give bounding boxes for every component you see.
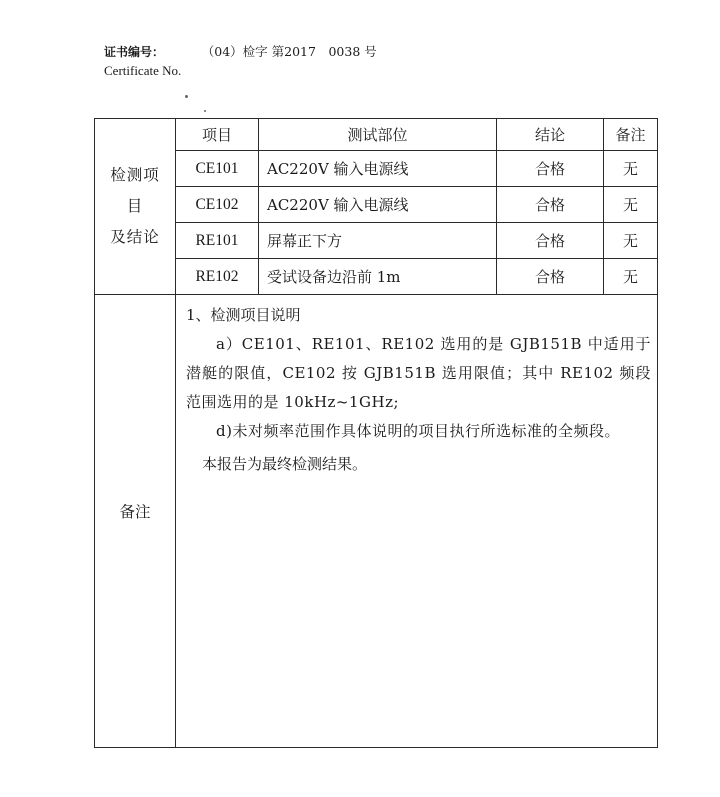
- row-remark: 无: [604, 259, 658, 295]
- certificate-label-en: Certificate No.: [104, 63, 182, 78]
- row-location: 受试设备边沿前 1m: [259, 259, 497, 295]
- table-header-row: [95, 119, 658, 151]
- notes-row: [95, 295, 658, 748]
- notes-label: 备注: [95, 295, 176, 748]
- row-location: 屏幕正下方: [259, 223, 497, 259]
- scan-speck: [204, 110, 206, 112]
- column-header-location: 测试部位: [259, 119, 497, 151]
- row-conclusion: 合格: [497, 187, 604, 223]
- row-item-code: CE101: [176, 151, 259, 187]
- row-location: AC220V 输入电源线: [259, 151, 497, 187]
- table-row: [95, 259, 658, 295]
- certificate-header: [104, 43, 377, 80]
- notes-paragraph-a: a）CE101、RE101、RE102 选用的是 GJB151B 中适用于潜艇的限值，CE102 按 GJB151B 选用限值；其中 RE102 频段范围选用的是 10kHz~1GHz;: [186, 335, 651, 411]
- column-header-remark: 备注: [604, 119, 658, 151]
- row-conclusion: 合格: [497, 223, 604, 259]
- table-row: [95, 187, 658, 223]
- test-results-table: [94, 118, 658, 748]
- row-conclusion: 合格: [497, 259, 604, 295]
- row-location: AC220V 输入电源线: [259, 187, 497, 223]
- row-remark: 无: [604, 151, 658, 187]
- certificate-number: （04）检字 第2017 0038 号: [208, 44, 377, 59]
- table-row: [95, 223, 658, 259]
- section-label-cell: [95, 119, 176, 295]
- column-header-item: 项目: [176, 119, 259, 151]
- row-remark: 无: [604, 187, 658, 223]
- notes-final-statement: 本报告为最终检测结果。: [202, 455, 368, 473]
- certificate-line-cn: [104, 43, 377, 62]
- row-item-code: RE102: [176, 259, 259, 295]
- section-label-line-1: 检测项: [110, 166, 160, 184]
- table-row: [95, 151, 658, 187]
- section-label-line-3: 及结论: [110, 228, 160, 246]
- row-item-code: CE102: [176, 187, 259, 223]
- certificate-label-cn: 证书编号：: [104, 45, 165, 59]
- notes-content: [176, 295, 658, 748]
- row-item-code: RE101: [176, 223, 259, 259]
- row-remark: 无: [604, 223, 658, 259]
- scan-speck: [185, 95, 188, 98]
- row-conclusion: 合格: [497, 151, 604, 187]
- notes-heading: 1、检测项目说明: [186, 306, 301, 324]
- notes-paragraph-d: d)未对频率范围作具体说明的项目执行所选标准的全频段。: [216, 422, 620, 440]
- column-header-conclusion: 结论: [497, 119, 604, 151]
- section-label-line-2: 目: [126, 197, 144, 215]
